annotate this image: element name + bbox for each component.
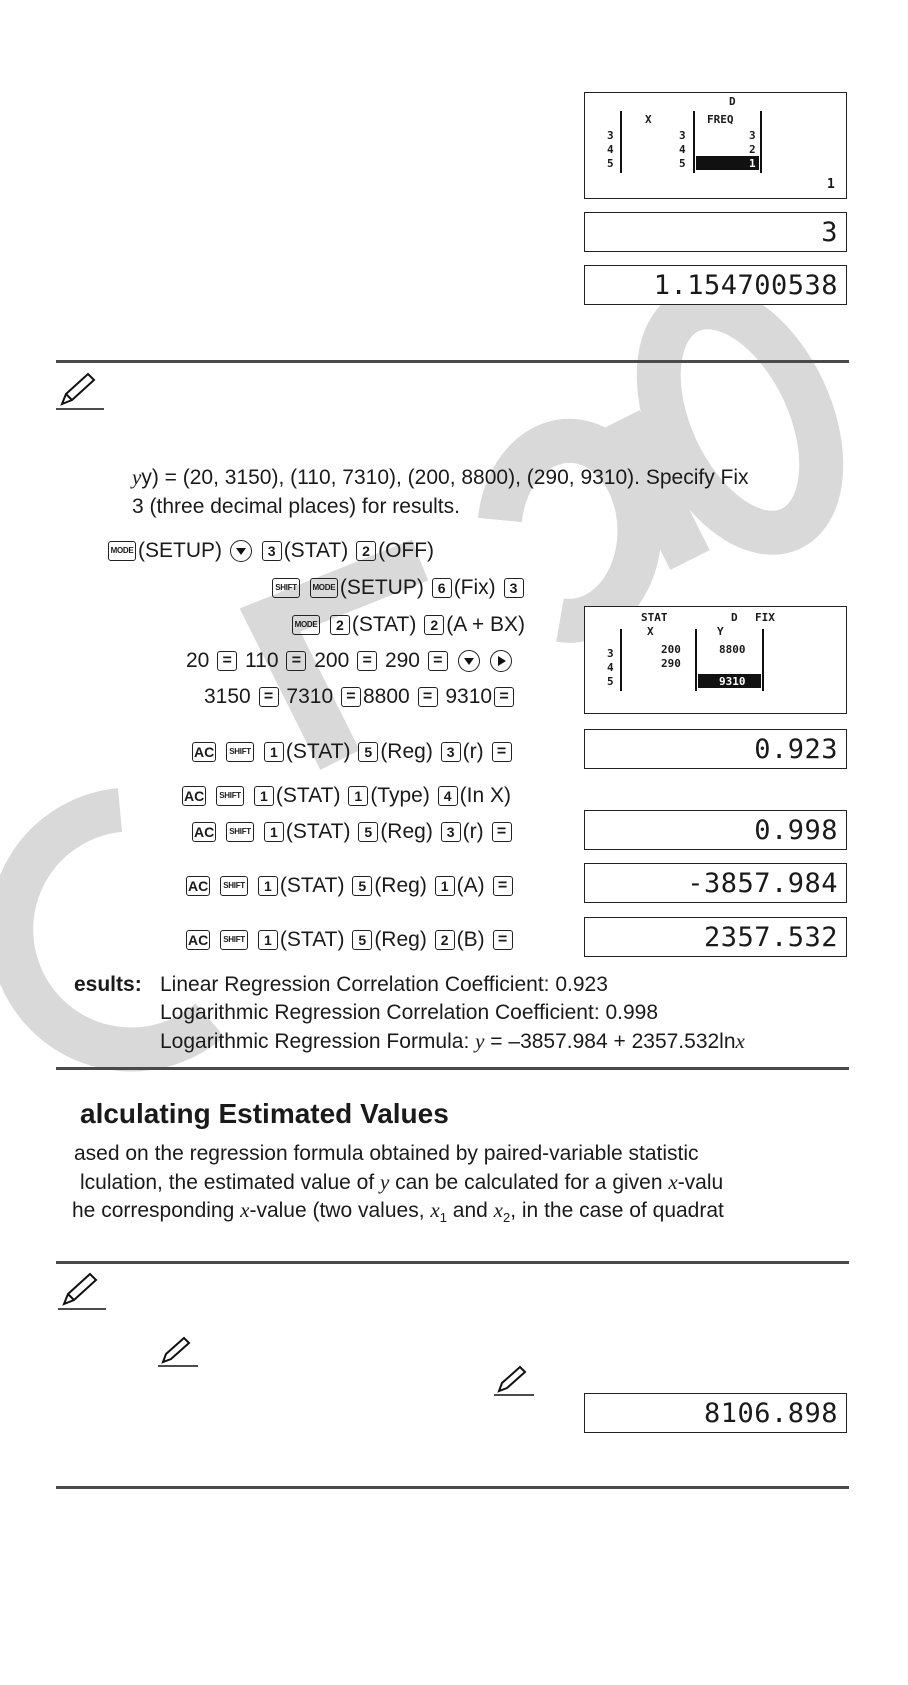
cell-x: 3	[679, 129, 686, 142]
key-3: 3	[262, 541, 282, 561]
shift-key: SHIFT	[272, 578, 300, 598]
example-line-1: y) = (20, 3150), (110, 7310), (200, 8800), (290, 9310). Specify Fix	[141, 466, 749, 489]
cell-freq: 2	[749, 143, 756, 156]
results-text: Logarithmic Regression Formula:	[160, 1030, 476, 1053]
equals-key: =	[286, 651, 306, 671]
var: x	[668, 1170, 678, 1194]
key-1: 1	[348, 786, 368, 806]
pencil-icon	[58, 1272, 108, 1312]
number: 9310	[445, 685, 493, 708]
step-label: (A)	[456, 874, 485, 897]
row-number: 4	[607, 143, 614, 156]
number: 8800	[362, 685, 410, 708]
cell-x: 290	[661, 657, 681, 670]
equals-key: =	[492, 742, 512, 762]
key-5: 5	[358, 822, 378, 842]
key-4: 4	[438, 786, 458, 806]
paragraph-line-2	[80, 1168, 860, 1197]
key-1: 1	[264, 742, 284, 762]
step-setup-off	[106, 539, 434, 563]
text: -valu	[677, 1171, 724, 1194]
key-3: 3	[441, 822, 461, 842]
step-label: (B)	[456, 928, 485, 951]
table-display-freq	[584, 92, 847, 199]
results-text: = –3857.984 + 2357.532ln	[484, 1030, 736, 1053]
section-heading: alculating Estimated Values	[80, 1098, 449, 1129]
ac-key: AC	[194, 744, 215, 761]
subscript: 1	[439, 1210, 447, 1226]
key-1: 1	[258, 930, 278, 950]
step-label: (OFF)	[378, 539, 435, 562]
key-1: 1	[254, 786, 274, 806]
paragraph-line-3	[72, 1196, 852, 1232]
key-3: 3	[504, 578, 524, 598]
shift-key: SHIFT	[226, 822, 254, 842]
var: x	[430, 1198, 440, 1222]
step-stat-abx	[290, 613, 525, 637]
key-6: 6	[432, 578, 452, 598]
step-x-values	[186, 649, 514, 673]
indicator-d: D	[731, 611, 738, 624]
step-label: (r)	[462, 820, 484, 843]
results-var: x	[735, 1029, 745, 1053]
column-header-freq: FREQ	[707, 113, 734, 126]
indicator-d: D	[729, 95, 736, 108]
number: 110	[245, 649, 279, 672]
cell-freq: 1	[749, 157, 756, 170]
equals-key: =	[493, 930, 513, 950]
equals-key: =	[428, 651, 448, 671]
step-log-r	[190, 820, 514, 844]
row-number: 5	[607, 157, 614, 170]
cell-y: 9310	[719, 675, 746, 688]
row-number: 5	[607, 675, 614, 688]
right-arrow-key	[490, 650, 512, 672]
key-2: 2	[356, 541, 376, 561]
step-label: (A + BX)	[446, 613, 526, 636]
row-number: 4	[607, 661, 614, 674]
mode-key: MODE	[292, 615, 320, 635]
ac-key: AC	[188, 878, 209, 895]
pencil-icon	[56, 372, 106, 412]
key-1: 1	[258, 876, 278, 896]
step-label: (STAT)	[285, 740, 351, 763]
column-header-x: X	[647, 625, 654, 638]
down-arrow-key	[230, 540, 252, 562]
step-linear-r	[190, 740, 514, 764]
step-label: (STAT)	[285, 820, 351, 843]
var: x	[240, 1198, 250, 1222]
var: x	[493, 1198, 503, 1222]
shift-key: SHIFT	[220, 930, 248, 950]
step-label: (STAT)	[283, 539, 349, 562]
key-5: 5	[352, 930, 372, 950]
step-label: (Type)	[370, 784, 430, 807]
step-label: (STAT)	[275, 784, 341, 807]
number: 20	[186, 649, 210, 672]
mode-key: MODE	[310, 578, 338, 598]
section-divider	[56, 1067, 849, 1070]
shift-key: SHIFT	[216, 786, 244, 806]
results-line-3	[160, 1029, 745, 1054]
pencil-icon	[158, 1336, 200, 1368]
section-divider	[56, 1486, 849, 1489]
step-coefficient-b	[184, 928, 515, 952]
shift-key: SHIFT	[226, 742, 254, 762]
result-display: -3857.984	[584, 863, 847, 903]
number: 200	[314, 649, 350, 672]
example-line-2: 3 (three decimal places) for results.	[132, 495, 460, 518]
subscript: 2	[502, 1210, 511, 1226]
ac-key: AC	[194, 824, 215, 841]
example-text: yy) = (20, 3150), (110, 7310), (200, 8800), (290, 9310). Specify Fix	[132, 465, 749, 489]
text: and	[446, 1199, 494, 1222]
var: y	[380, 1170, 390, 1194]
step-label: (STAT)	[279, 928, 345, 951]
text: lculation, the estimated value of	[80, 1171, 381, 1194]
results-label: esults:	[74, 973, 142, 996]
text: can be calculated for a given	[389, 1171, 669, 1194]
indicator-fix: FIX	[755, 611, 775, 624]
mode-key: MODE	[108, 541, 136, 561]
cell-freq: 3	[749, 129, 756, 142]
number: 290	[384, 649, 420, 672]
equals-key: =	[492, 822, 512, 842]
ac-key: AC	[184, 788, 205, 805]
key-2: 2	[435, 930, 455, 950]
paragraph-line-1: ased on the regression formula obtained by paired-variable statistic	[74, 1142, 699, 1165]
result-display: 0.923	[584, 729, 847, 769]
row-number: 3	[607, 129, 614, 142]
text: , in the case of quadrat	[510, 1199, 724, 1222]
section-divider	[56, 360, 849, 363]
down-arrow-key	[458, 650, 480, 672]
cell-y: 8800	[719, 643, 746, 656]
equals-key: =	[357, 651, 377, 671]
pencil-icon	[494, 1365, 536, 1397]
results-line-1: Linear Regression Correlation Coefficient: 0.923	[160, 973, 608, 996]
column-header-x: X	[645, 113, 652, 126]
equals-key: =	[341, 687, 361, 707]
text: he corresponding	[72, 1199, 241, 1222]
section-divider	[56, 1261, 849, 1264]
step-label: (Reg)	[380, 820, 433, 843]
step-coefficient-a	[184, 874, 515, 898]
equals-key: =	[217, 651, 237, 671]
equals-key: =	[494, 687, 514, 707]
step-label: (SETUP)	[138, 539, 222, 562]
key-5: 5	[352, 876, 372, 896]
row-counter: 1	[827, 177, 835, 192]
key-5: 5	[358, 742, 378, 762]
column-header-y: Y	[717, 625, 724, 638]
step-type-lnx	[180, 784, 511, 808]
lcd-table-grid	[585, 93, 845, 197]
cell-x: 200	[661, 643, 681, 656]
step-fix	[270, 576, 526, 600]
results-var: y	[475, 1029, 485, 1053]
step-y-values	[204, 685, 516, 709]
step-label: (Fix)	[453, 576, 496, 599]
cell-x: 5	[679, 157, 686, 170]
step-label: (Reg)	[380, 740, 433, 763]
key-1: 1	[264, 822, 284, 842]
step-label: (SETUP)	[339, 576, 424, 599]
step-label: (STAT)	[279, 874, 345, 897]
key-2: 2	[330, 615, 350, 635]
result-display: 3	[584, 212, 847, 252]
shift-key: SHIFT	[220, 876, 248, 896]
step-label: (Reg)	[374, 874, 427, 897]
equals-key: =	[418, 687, 438, 707]
ac-key: AC	[188, 932, 209, 949]
equals-key: =	[493, 876, 513, 896]
number: 7310	[286, 685, 334, 708]
key-2: 2	[424, 615, 444, 635]
result-display: 2357.532	[584, 917, 847, 957]
result-display: 0.998	[584, 810, 847, 850]
key-1: 1	[435, 876, 455, 896]
result-display: 1.154700538	[584, 265, 847, 305]
step-label: (In X)	[459, 784, 512, 807]
key-3: 3	[441, 742, 461, 762]
step-label: (r)	[462, 740, 484, 763]
row-number: 3	[607, 647, 614, 660]
result-display: 8106.898	[584, 1393, 847, 1433]
table-display-xy	[584, 606, 847, 714]
cell-x: 4	[679, 143, 686, 156]
indicator-stat: STAT	[641, 611, 668, 624]
step-label: (Reg)	[374, 928, 427, 951]
lcd-table-grid	[585, 607, 845, 711]
results-line-2: Logarithmic Regression Correlation Coefficient: 0.998	[160, 1001, 659, 1024]
equals-key: =	[259, 687, 279, 707]
step-label: (STAT)	[351, 613, 417, 636]
text: -value (two values,	[249, 1199, 431, 1222]
number: 3150	[204, 685, 251, 708]
